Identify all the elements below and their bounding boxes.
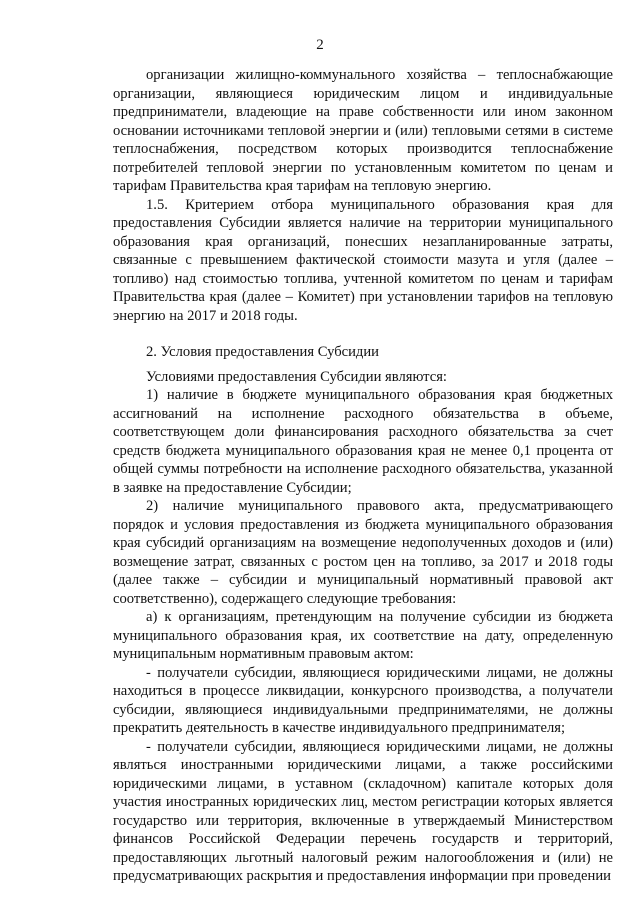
paragraph-requirement-foreign-entities: - получатели субсидии, являющиеся юридическими лицами, не должны являться иностранными юридическими лицами, а также российскими юридическими лицами, в уставном (складочном) капитале которых доля участия иностранных юридических лиц, местом регистрации которых является государство или территория, включенные в утверждаемый Министерством финансов Российской Федерации перечень государств и территорий, предоставляющих льготный налоговый режим налогообложения и (или) не предусматривающих раскрытия и предоставления информации при проведении <box>113 738 613 884</box>
document-body <box>113 66 613 886</box>
paragraph-requirement-a: а) к организациям, претендующим на получение субсидии из бюджета муниципального образования края, их соответствие на дату, определенную муниципальным нормативным правовым актом: <box>113 609 613 662</box>
paragraph-condition-1: 1) наличие в бюджете муниципального образования края бюджетных ассигнований на исполнение расходного обязательства в объеме, соответствующем доли финансирования расходного обязательства за счет средств бюджета муниципального образования края не менее 0,1 процента от общей суммы потребности на исполнение расходного обязательства, указанной в заявке на предоставление Субсидии; <box>113 387 613 496</box>
section-heading-conditions: 2. Условия предоставления Субсидии <box>146 344 379 360</box>
page-number: 2 <box>316 37 324 53</box>
paragraph-1-5-selection-criterion: 1.5. Критерием отбора муниципального образования края для предоставления Субсидии является наличие на территории муниципального образования края организаций, понесших незапланированные затраты, связанные с превышением фактической стоимости мазута и угля (далее – топливо) над стоимостью топлива, учтенной комитетом по ценам и тарифам Правительства края (далее – Комитет) при установлении тарифов на тепловую энергию на 2017 и 2018 годы. <box>113 196 613 324</box>
paragraph-condition-2: 2) наличие муниципального правового акта, предусматривающего порядок и условия предоставления из бюджета муниципального образования края субсидий организациям на возмещение недополученных доходов и (или) возмещение затрат, связанных с ростом цен на топливо, за 2017 и 2018 годы (далее также – субсидии и муниципальный нормативный правовой акт соответственно), содержащего следующие требования: <box>113 498 613 607</box>
paragraph-continuation: организации жилищно-коммунального хозяйства – теплоснабжающие организации, являющиеся юридическим лицом и индивидуальные предприниматели, владеющие на праве собственности или ином законном основании источниками тепловой энергии и (или) тепловыми сетями в системе теплоснабжения, посредством которых производится теплоснабжение потребителей тепловой энергии по установленным комитетом по ценам и тарифам Правительства края тарифам на тепловую энергию. <box>113 67 613 194</box>
paragraph-conditions-intro: Условиями предоставления Субсидии являются: <box>146 368 447 385</box>
paragraph-requirement-liquidation: - получатели субсидии, являющиеся юридическими лицами, не должны находиться в процессе ликвидации, конкурсного производства, а получатели субсидии, являющиеся индивидуальными предпринимателями, не должны прекратить деятельность в качестве индивидуального предпринимателя; <box>113 664 613 736</box>
